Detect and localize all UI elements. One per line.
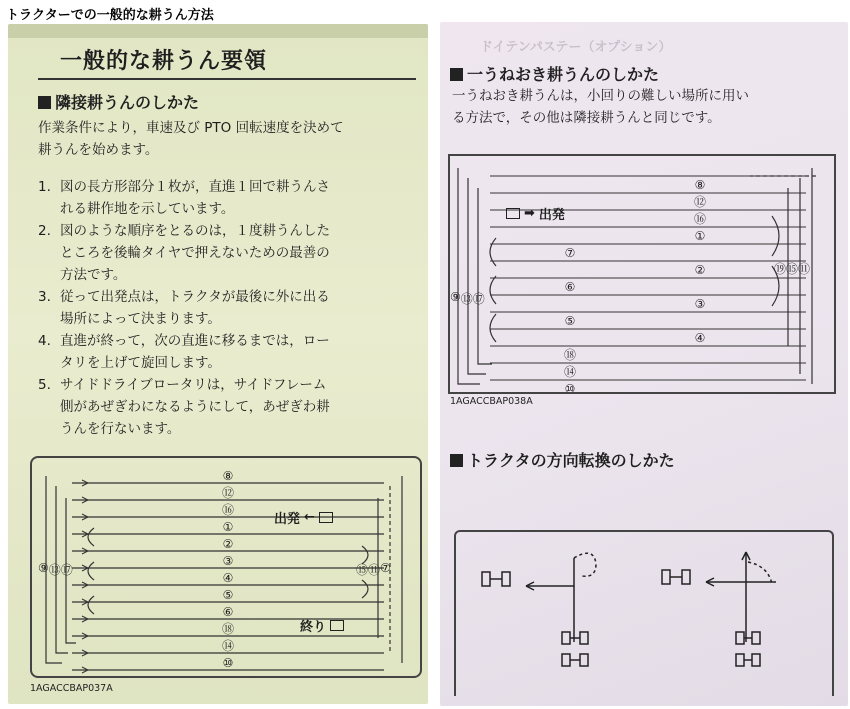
- left-side-numbers: [450, 290, 485, 307]
- turning-svg: [456, 532, 832, 692]
- subsection-title-adjacent: [38, 90, 199, 113]
- end-marker: [300, 616, 344, 635]
- turn-section-title: [450, 448, 675, 471]
- tractor-icon: [506, 208, 520, 219]
- row-number: ⑥: [564, 280, 576, 294]
- start-marker: [274, 508, 333, 527]
- row-number: ⑧: [694, 178, 706, 192]
- right-side-numbers: [356, 561, 391, 578]
- faded-heading: ドイテンパステー（オプション）: [480, 40, 672, 55]
- step-line: 方法です。: [60, 267, 127, 283]
- arrow-left-icon: ←: [304, 510, 315, 525]
- step-number: 1.: [38, 179, 51, 195]
- step-line: れる耕作地を示しています。: [60, 201, 235, 217]
- figure-code: 1AGACCBAP037A: [30, 683, 113, 694]
- row-number: ②: [222, 537, 234, 551]
- row-number: ⑤: [222, 588, 234, 602]
- step-number: 5.: [38, 377, 51, 393]
- row-number: ③: [222, 554, 234, 568]
- row-number: ⑧: [222, 469, 234, 483]
- right-side-numbers: [774, 260, 810, 277]
- square-bullet-icon: [38, 96, 51, 109]
- row-number-labels: [222, 469, 234, 670]
- side-number: ⑮: [786, 262, 799, 276]
- step-line: サイドドライブロータリは，サイドフレーム: [60, 377, 327, 393]
- subsection-title-alternate: [450, 62, 659, 85]
- step-line: 従って出発点は，トラクタが最後に外に出る: [60, 289, 330, 305]
- row-number: ⑩: [564, 382, 576, 392]
- row-number: ③: [694, 297, 706, 311]
- tractor-icon: [330, 620, 344, 631]
- step-line: 直進が終って，次の直進に移るまでは，ロー: [60, 333, 330, 349]
- row-number: ⑱: [563, 348, 577, 362]
- side-number: ⑪: [368, 563, 381, 577]
- step-number: 3.: [38, 289, 51, 305]
- side-number: ⑨: [38, 561, 49, 575]
- text-line: る方法で，その他は隣接耕うんと同じです。: [452, 110, 721, 126]
- section-divider: [38, 78, 416, 80]
- left-side-numbers: [38, 561, 73, 578]
- step-item: [38, 176, 418, 220]
- side-number: ⑰: [60, 563, 73, 577]
- side-number: ⑬: [48, 563, 61, 577]
- side-number: ⑨: [450, 290, 461, 304]
- side-number: ⑰: [472, 292, 485, 306]
- left-manual-page: [8, 24, 428, 704]
- subsection-title-text: 隣接耕うんのしかた: [55, 93, 200, 112]
- turn-section-title-text: トラクタの方向転換のしかた: [467, 451, 675, 470]
- square-bullet-icon: [450, 454, 463, 467]
- start-label: 出発: [274, 512, 301, 527]
- intro-paragraph: [38, 117, 418, 161]
- row-number: ⑯: [693, 212, 707, 226]
- step-line: ところを後輪タイヤで押えないための最善の: [60, 245, 330, 261]
- side-number: ⑪: [798, 262, 811, 276]
- step-line: 側があぜぎわになるようにして，あぜぎわ耕: [60, 399, 330, 415]
- figure-code: 1AGACCBAP038A: [450, 396, 533, 407]
- turn-diagram-right: [662, 552, 776, 666]
- right-manual-page: [440, 22, 848, 706]
- row-number: ⑭: [221, 639, 235, 653]
- subsection-title-text: 一うねおき耕うんのしかた: [467, 65, 660, 84]
- end-label: 終り: [300, 620, 327, 635]
- arrow-right-icon: ➡: [524, 206, 535, 221]
- turning-diagram: [454, 530, 834, 696]
- step-line: 図の長方形部分１枚が，直進１回で耕うんさ: [60, 179, 330, 195]
- row-number: ①: [694, 229, 706, 243]
- step-item: [38, 286, 418, 330]
- steps-list: [38, 176, 418, 440]
- intro-line: 作業条件により，車速及び PTO 回転速度を決めて: [38, 120, 344, 136]
- row-number: ①: [222, 520, 234, 534]
- turn-diagram-left: [482, 553, 596, 666]
- page-title: トラクターでの一般的な耕うん方法: [6, 8, 214, 23]
- row-number: ⑦: [564, 246, 576, 260]
- row-number: ②: [694, 263, 706, 277]
- start-label: 出発: [538, 208, 565, 223]
- side-number: ⑬: [460, 292, 473, 306]
- text-line: 一うねおき耕うんは，小回りの難しい場所に用い: [452, 88, 749, 104]
- row-number: ⑫: [693, 195, 707, 209]
- row-number: ⑭: [563, 365, 577, 379]
- row-number: ⑫: [221, 486, 235, 500]
- row-number: ⑯: [221, 503, 235, 517]
- step-line: タリを上げて旋回します。: [60, 355, 221, 371]
- step-line: 図のような順序をとるのは，１度耕うんした: [60, 223, 330, 239]
- alternate-paragraph: [452, 85, 837, 129]
- step-line: 場所によって決まります。: [60, 311, 221, 327]
- section-title: 一般的な耕うん要領: [60, 49, 268, 74]
- start-marker: [506, 204, 565, 223]
- row-number: ⑱: [221, 622, 235, 636]
- side-number: ⑮: [356, 563, 369, 577]
- intro-line: 耕うんを始めます。: [38, 142, 159, 158]
- page-top-band: [8, 24, 428, 38]
- step-number: 2.: [38, 223, 51, 239]
- alternate-tillage-diagram: [448, 154, 836, 394]
- turn-paths: [458, 168, 816, 384]
- step-number: 4.: [38, 333, 51, 349]
- step-item: [38, 374, 418, 440]
- row-number: ⑩: [222, 656, 234, 670]
- row-number: ④: [222, 571, 234, 585]
- step-line: うんを行ないます。: [60, 421, 181, 437]
- step-item: [38, 220, 418, 286]
- tractor-icon: [319, 512, 333, 523]
- side-number: ⑲: [774, 262, 787, 276]
- row-number: ④: [694, 331, 706, 345]
- square-bullet-icon: [450, 68, 463, 81]
- adjacent-tillage-diagram: [30, 456, 422, 678]
- row-number: ⑤: [564, 314, 576, 328]
- step-item: [38, 330, 418, 374]
- side-number: ⑦: [380, 561, 391, 575]
- row-number: ⑥: [222, 605, 234, 619]
